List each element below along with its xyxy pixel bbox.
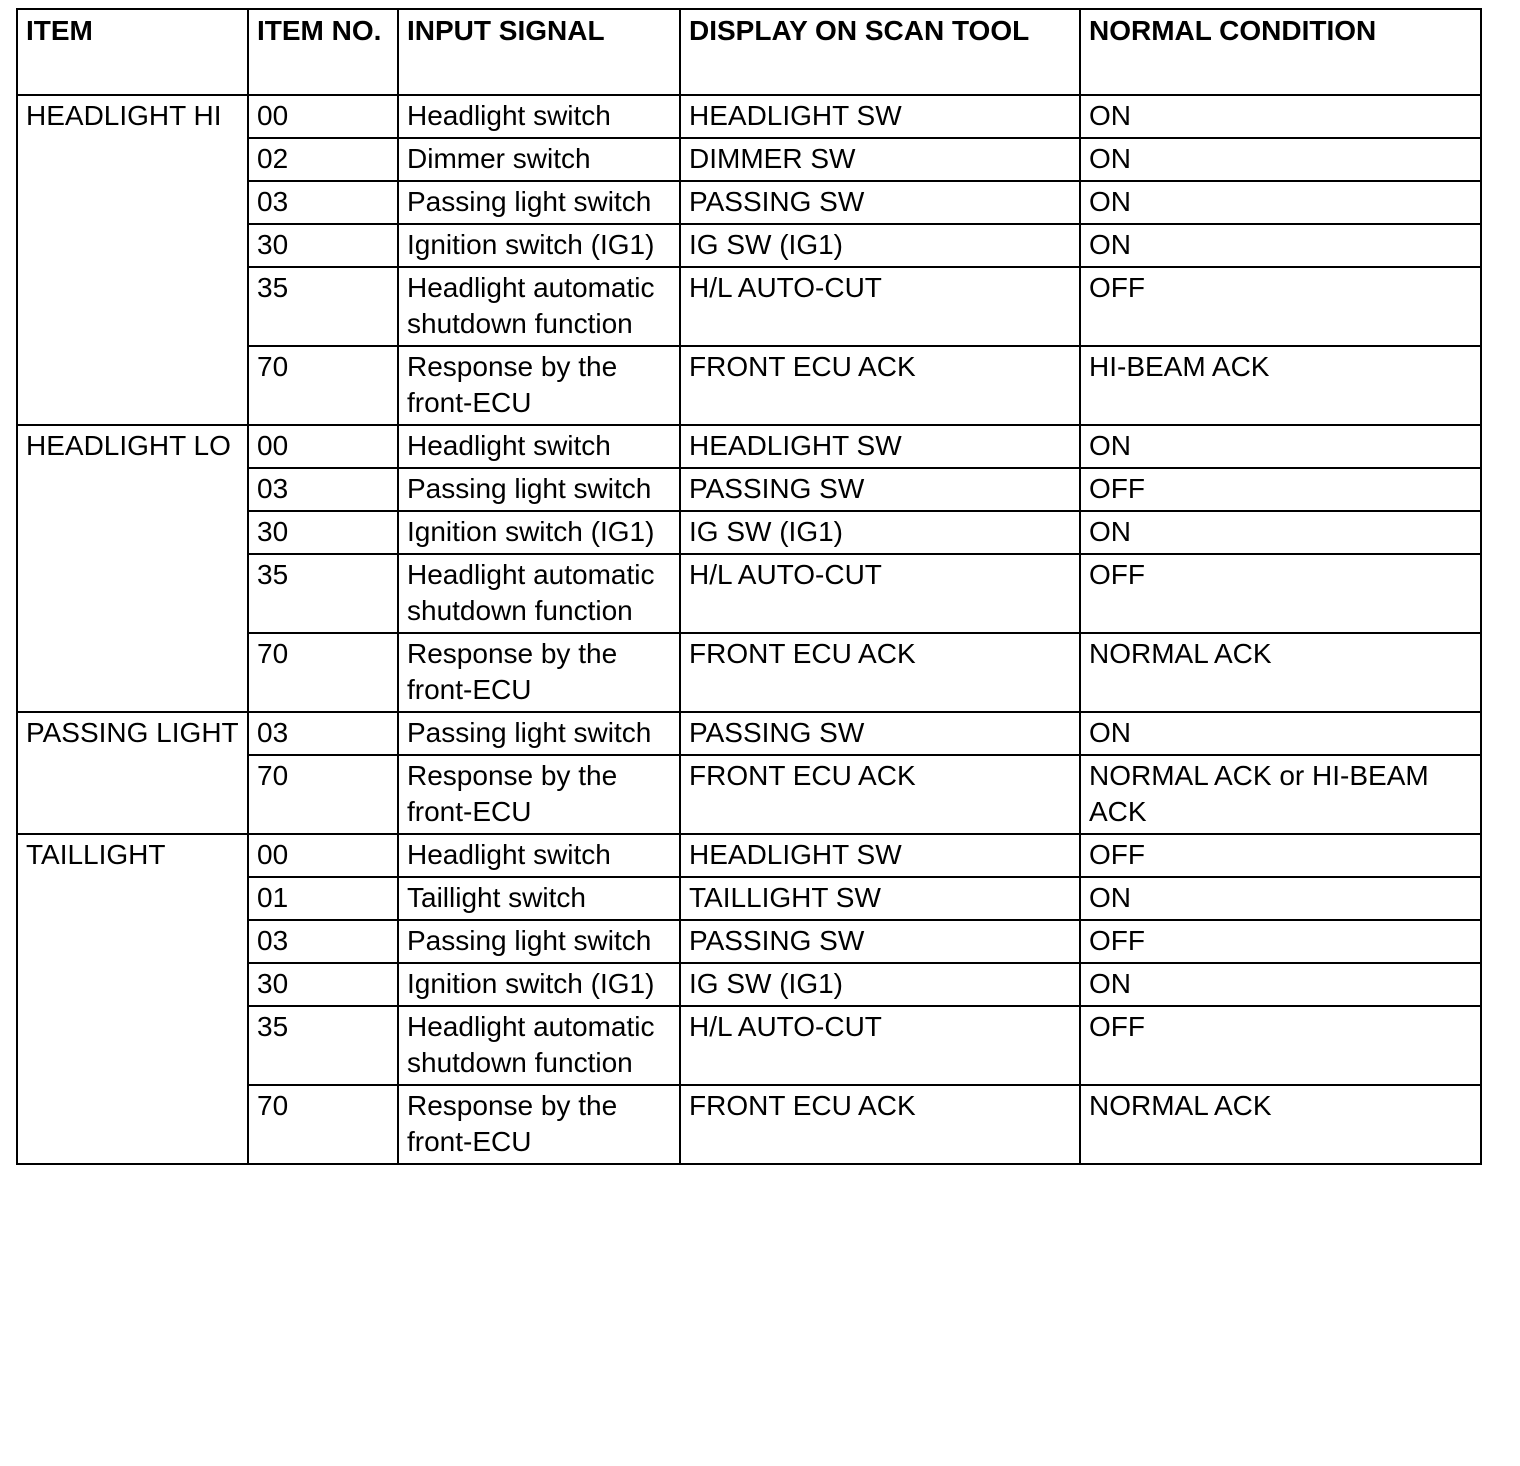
item-no-cell: 00 xyxy=(248,95,398,138)
display-cell: DIMMER SW xyxy=(680,138,1080,181)
item-no-cell: 30 xyxy=(248,511,398,554)
display-cell: IG SW (IG1) xyxy=(680,963,1080,1006)
condition-cell: HI-BEAM ACK xyxy=(1080,346,1481,425)
table-header xyxy=(17,9,1481,95)
input-signal-cell: Ignition switch (IG1) xyxy=(398,963,680,1006)
display-cell: FRONT ECU ACK xyxy=(680,633,1080,712)
condition-cell: NORMAL ACK xyxy=(1080,1085,1481,1164)
item-no-cell: 70 xyxy=(248,633,398,712)
header-item-no: ITEM NO. xyxy=(248,9,398,95)
item-no-cell: 35 xyxy=(248,1006,398,1085)
item-no-cell: 70 xyxy=(248,1085,398,1164)
display-cell: IG SW (IG1) xyxy=(680,511,1080,554)
item-no-cell: 70 xyxy=(248,755,398,834)
item-headlight-lo: HEADLIGHT LO xyxy=(17,425,248,712)
input-signal-cell: Passing light switch xyxy=(398,181,680,224)
header-display-on-scan-tool: DISPLAY ON SCAN TOOL xyxy=(680,9,1080,95)
display-cell: FRONT ECU ACK xyxy=(680,346,1080,425)
input-signal-cell: Ignition switch (IG1) xyxy=(398,224,680,267)
input-signal-cell: Response by the front-ECU xyxy=(398,1085,680,1164)
item-taillight: TAILLIGHT xyxy=(17,834,248,1164)
table-body xyxy=(17,95,1481,1164)
item-no-cell: 03 xyxy=(248,920,398,963)
condition-cell: OFF xyxy=(1080,1006,1481,1085)
header-normal-condition: NORMAL CONDITION xyxy=(1080,9,1481,95)
input-signal-cell: Headlight switch xyxy=(398,834,680,877)
header-input-signal: INPUT SIGNAL xyxy=(398,9,680,95)
header-row xyxy=(17,9,1481,95)
display-cell: FRONT ECU ACK xyxy=(680,755,1080,834)
condition-cell: ON xyxy=(1080,224,1481,267)
header-item: ITEM xyxy=(17,9,248,95)
diagnostic-data-table xyxy=(16,8,1482,1165)
input-signal-cell: Headlight automatic shutdown function xyxy=(398,267,680,346)
table-row xyxy=(17,834,1481,877)
table-row xyxy=(17,95,1481,138)
condition-cell: OFF xyxy=(1080,834,1481,877)
display-cell: PASSING SW xyxy=(680,468,1080,511)
condition-cell: ON xyxy=(1080,963,1481,1006)
display-cell: TAILLIGHT SW xyxy=(680,877,1080,920)
display-cell: H/L AUTO-CUT xyxy=(680,554,1080,633)
table-row xyxy=(17,425,1481,468)
item-no-cell: 03 xyxy=(248,468,398,511)
input-signal-cell: Response by the front-ECU xyxy=(398,633,680,712)
item-no-cell: 70 xyxy=(248,346,398,425)
condition-cell: OFF xyxy=(1080,554,1481,633)
display-cell: HEADLIGHT SW xyxy=(680,834,1080,877)
display-cell: IG SW (IG1) xyxy=(680,224,1080,267)
condition-cell: ON xyxy=(1080,511,1481,554)
item-passing-light: PASSING LIGHT xyxy=(17,712,248,834)
input-signal-cell: Passing light switch xyxy=(398,920,680,963)
input-signal-cell: Ignition switch (IG1) xyxy=(398,511,680,554)
item-no-cell: 03 xyxy=(248,712,398,755)
item-no-cell: 35 xyxy=(248,267,398,346)
item-no-cell: 01 xyxy=(248,877,398,920)
input-signal-cell: Taillight switch xyxy=(398,877,680,920)
condition-cell: ON xyxy=(1080,138,1481,181)
display-cell: H/L AUTO-CUT xyxy=(680,267,1080,346)
item-no-cell: 02 xyxy=(248,138,398,181)
display-cell: H/L AUTO-CUT xyxy=(680,1006,1080,1085)
input-signal-cell: Response by the front-ECU xyxy=(398,346,680,425)
display-cell: HEADLIGHT SW xyxy=(680,95,1080,138)
input-signal-cell: Headlight switch xyxy=(398,425,680,468)
condition-cell: ON xyxy=(1080,95,1481,138)
input-signal-cell: Response by the front-ECU xyxy=(398,755,680,834)
condition-cell: OFF xyxy=(1080,468,1481,511)
item-headlight-hi: HEADLIGHT HI xyxy=(17,95,248,425)
condition-cell: ON xyxy=(1080,181,1481,224)
item-no-cell: 30 xyxy=(248,963,398,1006)
item-no-cell: 30 xyxy=(248,224,398,267)
condition-cell: ON xyxy=(1080,425,1481,468)
condition-cell: OFF xyxy=(1080,920,1481,963)
table-row xyxy=(17,712,1481,755)
condition-cell: NORMAL ACK or HI-BEAM ACK xyxy=(1080,755,1481,834)
item-no-cell: 00 xyxy=(248,425,398,468)
input-signal-cell: Passing light switch xyxy=(398,468,680,511)
display-cell: PASSING SW xyxy=(680,712,1080,755)
display-cell: HEADLIGHT SW xyxy=(680,425,1080,468)
input-signal-cell: Passing light switch xyxy=(398,712,680,755)
input-signal-cell: Dimmer switch xyxy=(398,138,680,181)
condition-cell: ON xyxy=(1080,712,1481,755)
item-no-cell: 00 xyxy=(248,834,398,877)
display-cell: PASSING SW xyxy=(680,920,1080,963)
input-signal-cell: Headlight switch xyxy=(398,95,680,138)
display-cell: FRONT ECU ACK xyxy=(680,1085,1080,1164)
condition-cell: NORMAL ACK xyxy=(1080,633,1481,712)
display-cell: PASSING SW xyxy=(680,181,1080,224)
condition-cell: OFF xyxy=(1080,267,1481,346)
item-no-cell: 03 xyxy=(248,181,398,224)
input-signal-cell: Headlight automatic shutdown function xyxy=(398,1006,680,1085)
input-signal-cell: Headlight automatic shutdown function xyxy=(398,554,680,633)
condition-cell: ON xyxy=(1080,877,1481,920)
item-no-cell: 35 xyxy=(248,554,398,633)
